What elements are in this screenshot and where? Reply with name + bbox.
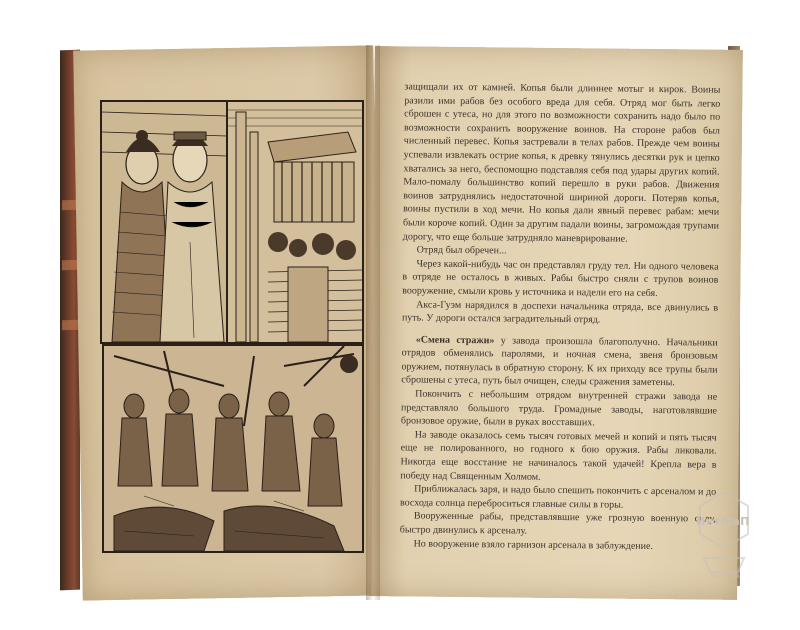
- paragraph: Приближалась заря, и надо было спешить покончить с арсеналом и до восхода солнца переброситься главные силы в горы.: [399, 483, 717, 511]
- illustration-palace: [226, 100, 364, 344]
- bold-phrase: «Смена стражи»: [415, 334, 495, 347]
- paragraph: «Смена стражи» у завода произошла благополучно. Начальники отрядов обменялись паролями, и ночная смена, звеня бронзовым оружием, потянулась в обратную сторону. К их приходу все трупы были сброшены с утеса, путь был очищен, следы сражения заметены.: [401, 334, 718, 389]
- paragraph: Покончить с небольшим отрядом внутренней стражи завода не представляло большого труда. Громадные заводы, наготовлявшие бронзовое оружие, были в руках восставших.: [400, 388, 718, 429]
- page-text: [400, 80, 721, 553]
- paragraph: На заводе оказалось семь тысяч готовых мечей и копий и пять тысяч еще не полированного, но годного к бою оружия. Рабы ликовали. Никогда еще восстание не начиналось такой удачей! Крепла вера в победу над Священным Холмом.: [400, 429, 717, 483]
- paragraph: Отряд был обречен...: [416, 244, 507, 257]
- paragraph: защищали их от камней. Копья были длиннее мотыг и кирок. Воины разили ими рабов без особого вреда для себя. Отряд мог быть легко сброшен с утеса, но для этого по возможности сохранить надо было по возможности сохранить вооружение воинов. На стороне рабов был численный перевес. Копья застревали в телах рабов. Прежде чем воины успевали извлекать острие копья, к древку тянулись десятки рук и цепко хватались за него, беспомощно подставляя себя под удары других копий. Мало-помалу большинство копий перешло в руки рабов. Движения воинов затруднялись недостаточной шириной дороги. Потеряв копья, воины пустили в ход мечи. Но копья дали явный перевес рабам: мечи были короче копий. Один за другим падали воины, загромождая трупами дорогу, что еще больше затрудняло маневрирование.: [402, 81, 721, 245]
- watermark-text: ИнтМаП: [696, 515, 750, 528]
- book-gutter: [366, 45, 380, 600]
- illustration-two-women: [100, 100, 229, 344]
- paragraph: Но вооружение взяло гарнизон арсенала в заблуждение.: [413, 538, 654, 552]
- paragraph: Вооруженные рабы, представлявшие уже грозную военную силу, быстро двинулись к арсеналу.: [399, 510, 716, 537]
- paragraph: Акса-Гуэм нарядился в доспехи начальника отряда, все двинулись в путь. У дороги остался заградительный отряд.: [401, 298, 719, 326]
- illustration-battle: [102, 344, 364, 553]
- paragraph: Через какой-нибудь час он представлял груду тел. Ни одного человека в отряде не осталось в живых. Рабы быстро сняли с трупов воинов вооружение, смыли кровь у источника и надели его на себя.: [402, 258, 719, 299]
- watermark-logo-icon: [688, 488, 760, 578]
